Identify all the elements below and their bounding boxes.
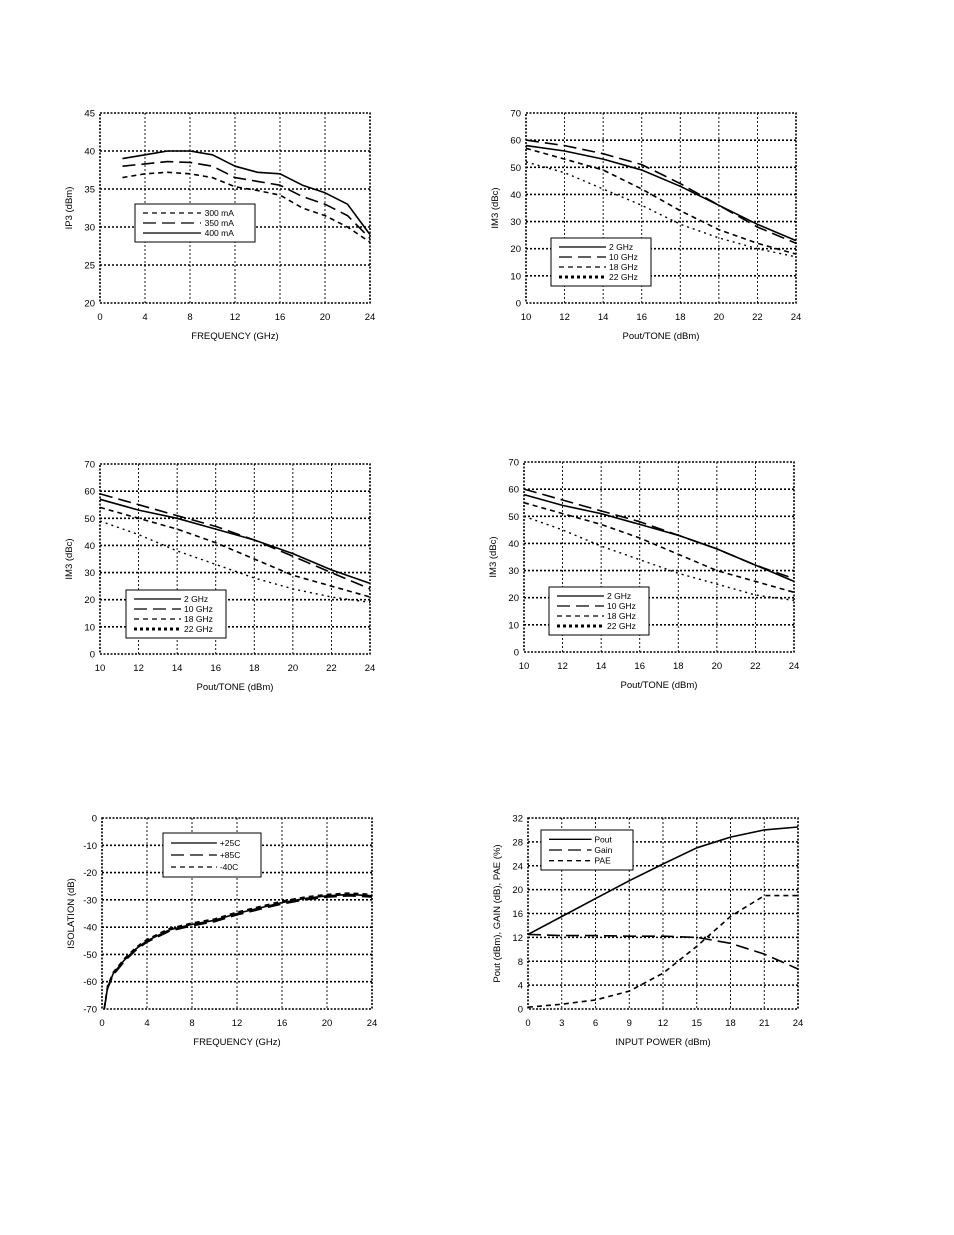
x-tick-label: 10 <box>520 312 532 323</box>
legend <box>163 833 261 877</box>
x-axis-label: Pout/TONE (dBm) <box>622 331 700 342</box>
x-tick-label: 16 <box>274 312 286 323</box>
y-tick-label: -60 <box>83 977 97 989</box>
series-line-2-ghz <box>524 495 794 582</box>
y-tick-label: 40 <box>84 146 95 158</box>
x-tick-label: 22 <box>752 312 763 323</box>
x-tick-label: 4 <box>144 1018 150 1029</box>
y-tick-label: 40 <box>508 538 519 550</box>
x-tick-label: 10 <box>94 663 106 674</box>
x-axis-label: Pout/TONE (dBm) <box>620 680 698 691</box>
legend-label: 350 mA <box>204 218 234 228</box>
y-tick-label: 50 <box>508 511 519 523</box>
x-tick-label: 24 <box>366 1018 378 1029</box>
y-tick-label: -10 <box>83 840 97 852</box>
y-tick-label: 60 <box>84 486 95 498</box>
x-tick-label: 12 <box>133 663 144 674</box>
x-tick-label: 0 <box>97 312 103 323</box>
x-tick-label: 12 <box>557 661 568 672</box>
x-axis-label: INPUT POWER (dBm) <box>615 1037 711 1048</box>
y-axis-label: IM3 (dBc) <box>488 536 499 578</box>
y-tick-label: -70 <box>83 1004 97 1016</box>
legend-label: Gain <box>594 845 613 855</box>
y-tick-label: 60 <box>510 135 521 147</box>
y-tick-label: -30 <box>83 895 97 907</box>
x-tick-label: 4 <box>142 312 148 323</box>
x-tick-label: 16 <box>636 312 648 323</box>
y-axis-label: ISOLATION (dB) <box>66 878 77 949</box>
x-tick-label: 12 <box>559 312 570 323</box>
x-tick-label: 16 <box>276 1018 288 1029</box>
y-tick-label: 0 <box>89 649 95 661</box>
y-tick-label: 12 <box>512 932 523 944</box>
y-tick-label: 10 <box>510 271 521 283</box>
chart-3 <box>64 460 375 694</box>
legend-label: 22 GHz <box>184 624 213 634</box>
y-tick-label: 70 <box>510 108 521 120</box>
y-tick-label: 32 <box>512 813 523 825</box>
legend <box>551 238 651 286</box>
legend-label: 10 GHz <box>609 252 638 262</box>
legend <box>135 204 255 242</box>
legend-label: -40C <box>219 862 239 872</box>
x-tick-label: 18 <box>248 663 260 674</box>
x-axis-label: FREQUENCY (GHz) <box>191 331 279 342</box>
y-tick-label: 0 <box>513 647 519 659</box>
series-line-10-ghz <box>524 489 794 579</box>
legend-label: 18 GHz <box>609 262 638 272</box>
legend-label: Pout <box>594 834 612 845</box>
y-tick-label: 70 <box>508 457 519 469</box>
legend-label: 2 GHz <box>607 591 632 601</box>
y-tick-label: 50 <box>510 162 521 174</box>
x-tick-label: 14 <box>595 661 607 672</box>
x-tick-label: 6 <box>592 1018 599 1029</box>
x-axis-label: FREQUENCY (GHz) <box>193 1037 281 1048</box>
x-tick-label: 16 <box>210 663 222 674</box>
y-tick-label: 24 <box>512 861 523 873</box>
legend-label: 300 mA <box>204 208 234 218</box>
y-tick-label: 8 <box>517 956 523 968</box>
y-tick-label: 28 <box>512 837 523 849</box>
x-tick-label: 10 <box>518 661 530 672</box>
legend-label: 10 GHz <box>184 604 213 614</box>
x-axis-label: Pout/TONE (dBm) <box>196 682 274 693</box>
x-tick-label: 12 <box>229 312 241 323</box>
x-tick-label: 24 <box>790 312 802 323</box>
chart-5 <box>66 814 377 1049</box>
legend-label: 2 GHz <box>609 242 634 252</box>
x-tick-label: 18 <box>674 312 686 323</box>
y-tick-label: 40 <box>84 540 95 552</box>
legend-label: 18 GHz <box>184 614 213 624</box>
x-tick-label: 0 <box>525 1018 531 1029</box>
y-tick-label: -40 <box>83 922 97 934</box>
series-line--25c <box>104 894 372 1009</box>
y-tick-label: 45 <box>84 108 95 120</box>
x-tick-label: 14 <box>171 663 183 674</box>
y-tick-label: 20 <box>512 885 523 897</box>
x-tick-label: 18 <box>672 661 684 672</box>
y-axis-label: IP3 (dBm) <box>64 186 75 230</box>
x-tick-label: 16 <box>634 661 646 672</box>
y-tick-label: 20 <box>510 244 521 256</box>
y-axis-label: Pout (dBm), GAIN (dB), PAE (%) <box>492 844 503 983</box>
y-tick-label: 50 <box>84 513 95 525</box>
y-axis-label: IM3 (dBc) <box>64 538 75 580</box>
x-tick-label: 24 <box>792 1018 804 1029</box>
x-tick-label: 20 <box>713 312 725 323</box>
x-tick-label: 22 <box>750 661 761 672</box>
chart-6 <box>492 814 803 1049</box>
series-line-10-ghz <box>526 140 796 243</box>
y-tick-label: 30 <box>510 217 521 229</box>
legend-label: 400 mA <box>204 228 234 238</box>
y-tick-label: 30 <box>84 222 95 234</box>
x-tick-label: 3 <box>559 1018 565 1029</box>
x-tick-label: 24 <box>364 312 376 323</box>
legend-label: +25C <box>219 838 241 848</box>
x-tick-label: 21 <box>758 1018 770 1029</box>
y-tick-label: 20 <box>84 298 95 310</box>
x-tick-label: 20 <box>287 663 299 674</box>
x-tick-label: 22 <box>326 663 337 674</box>
legend <box>126 590 226 638</box>
x-tick-label: 12 <box>657 1018 669 1029</box>
chart-4 <box>488 458 799 692</box>
x-tick-label: 9 <box>626 1018 632 1029</box>
y-tick-label: 25 <box>84 260 95 272</box>
y-tick-label: 20 <box>84 595 95 607</box>
legend-label: 22 GHz <box>607 621 636 631</box>
y-tick-label: 35 <box>84 184 95 196</box>
y-axis-label: IM3 (dBc) <box>490 187 501 229</box>
x-tick-label: 8 <box>187 312 193 323</box>
x-tick-label: 24 <box>364 663 376 674</box>
x-tick-label: 0 <box>99 1018 105 1029</box>
y-tick-label: 40 <box>510 189 521 201</box>
x-tick-label: 14 <box>597 312 609 323</box>
series-line-18-ghz <box>100 507 370 597</box>
y-tick-label: 30 <box>84 568 95 580</box>
y-tick-label: 16 <box>512 909 523 920</box>
x-tick-label: 15 <box>691 1018 703 1029</box>
y-tick-label: 0 <box>517 1004 523 1016</box>
y-tick-label: 70 <box>84 459 95 471</box>
series-line-10-ghz <box>100 494 370 589</box>
y-tick-label: 10 <box>508 620 519 632</box>
y-tick-label: 10 <box>84 622 95 634</box>
x-tick-label: 20 <box>321 1018 333 1029</box>
legend <box>541 830 633 870</box>
x-tick-label: 20 <box>319 312 331 323</box>
x-tick-label: 12 <box>231 1018 243 1029</box>
y-tick-label: -50 <box>83 949 97 961</box>
y-tick-label: 0 <box>91 813 97 825</box>
legend <box>549 587 649 635</box>
y-tick-label: 4 <box>517 980 523 992</box>
x-tick-label: 18 <box>725 1018 736 1029</box>
series-line-2-ghz <box>100 499 370 583</box>
legend-label: PAE <box>594 855 611 866</box>
y-tick-label: 60 <box>508 484 519 496</box>
y-tick-label: -20 <box>83 868 97 880</box>
y-tick-label: 0 <box>515 298 521 310</box>
y-tick-label: 20 <box>508 593 519 605</box>
x-tick-label: 20 <box>711 661 723 672</box>
chart-2 <box>490 109 801 343</box>
chart-1 <box>64 109 375 343</box>
legend-label: 2 GHz <box>184 594 209 604</box>
legend-label: +85C <box>219 850 241 860</box>
legend-label: 22 GHz <box>609 272 638 282</box>
x-tick-label: 8 <box>189 1018 195 1029</box>
legend-label: 10 GHz <box>607 601 636 611</box>
y-tick-label: 30 <box>508 566 519 578</box>
x-tick-label: 24 <box>788 661 800 672</box>
legend-label: 18 GHz <box>607 611 636 621</box>
series-line--40c <box>104 893 372 1008</box>
